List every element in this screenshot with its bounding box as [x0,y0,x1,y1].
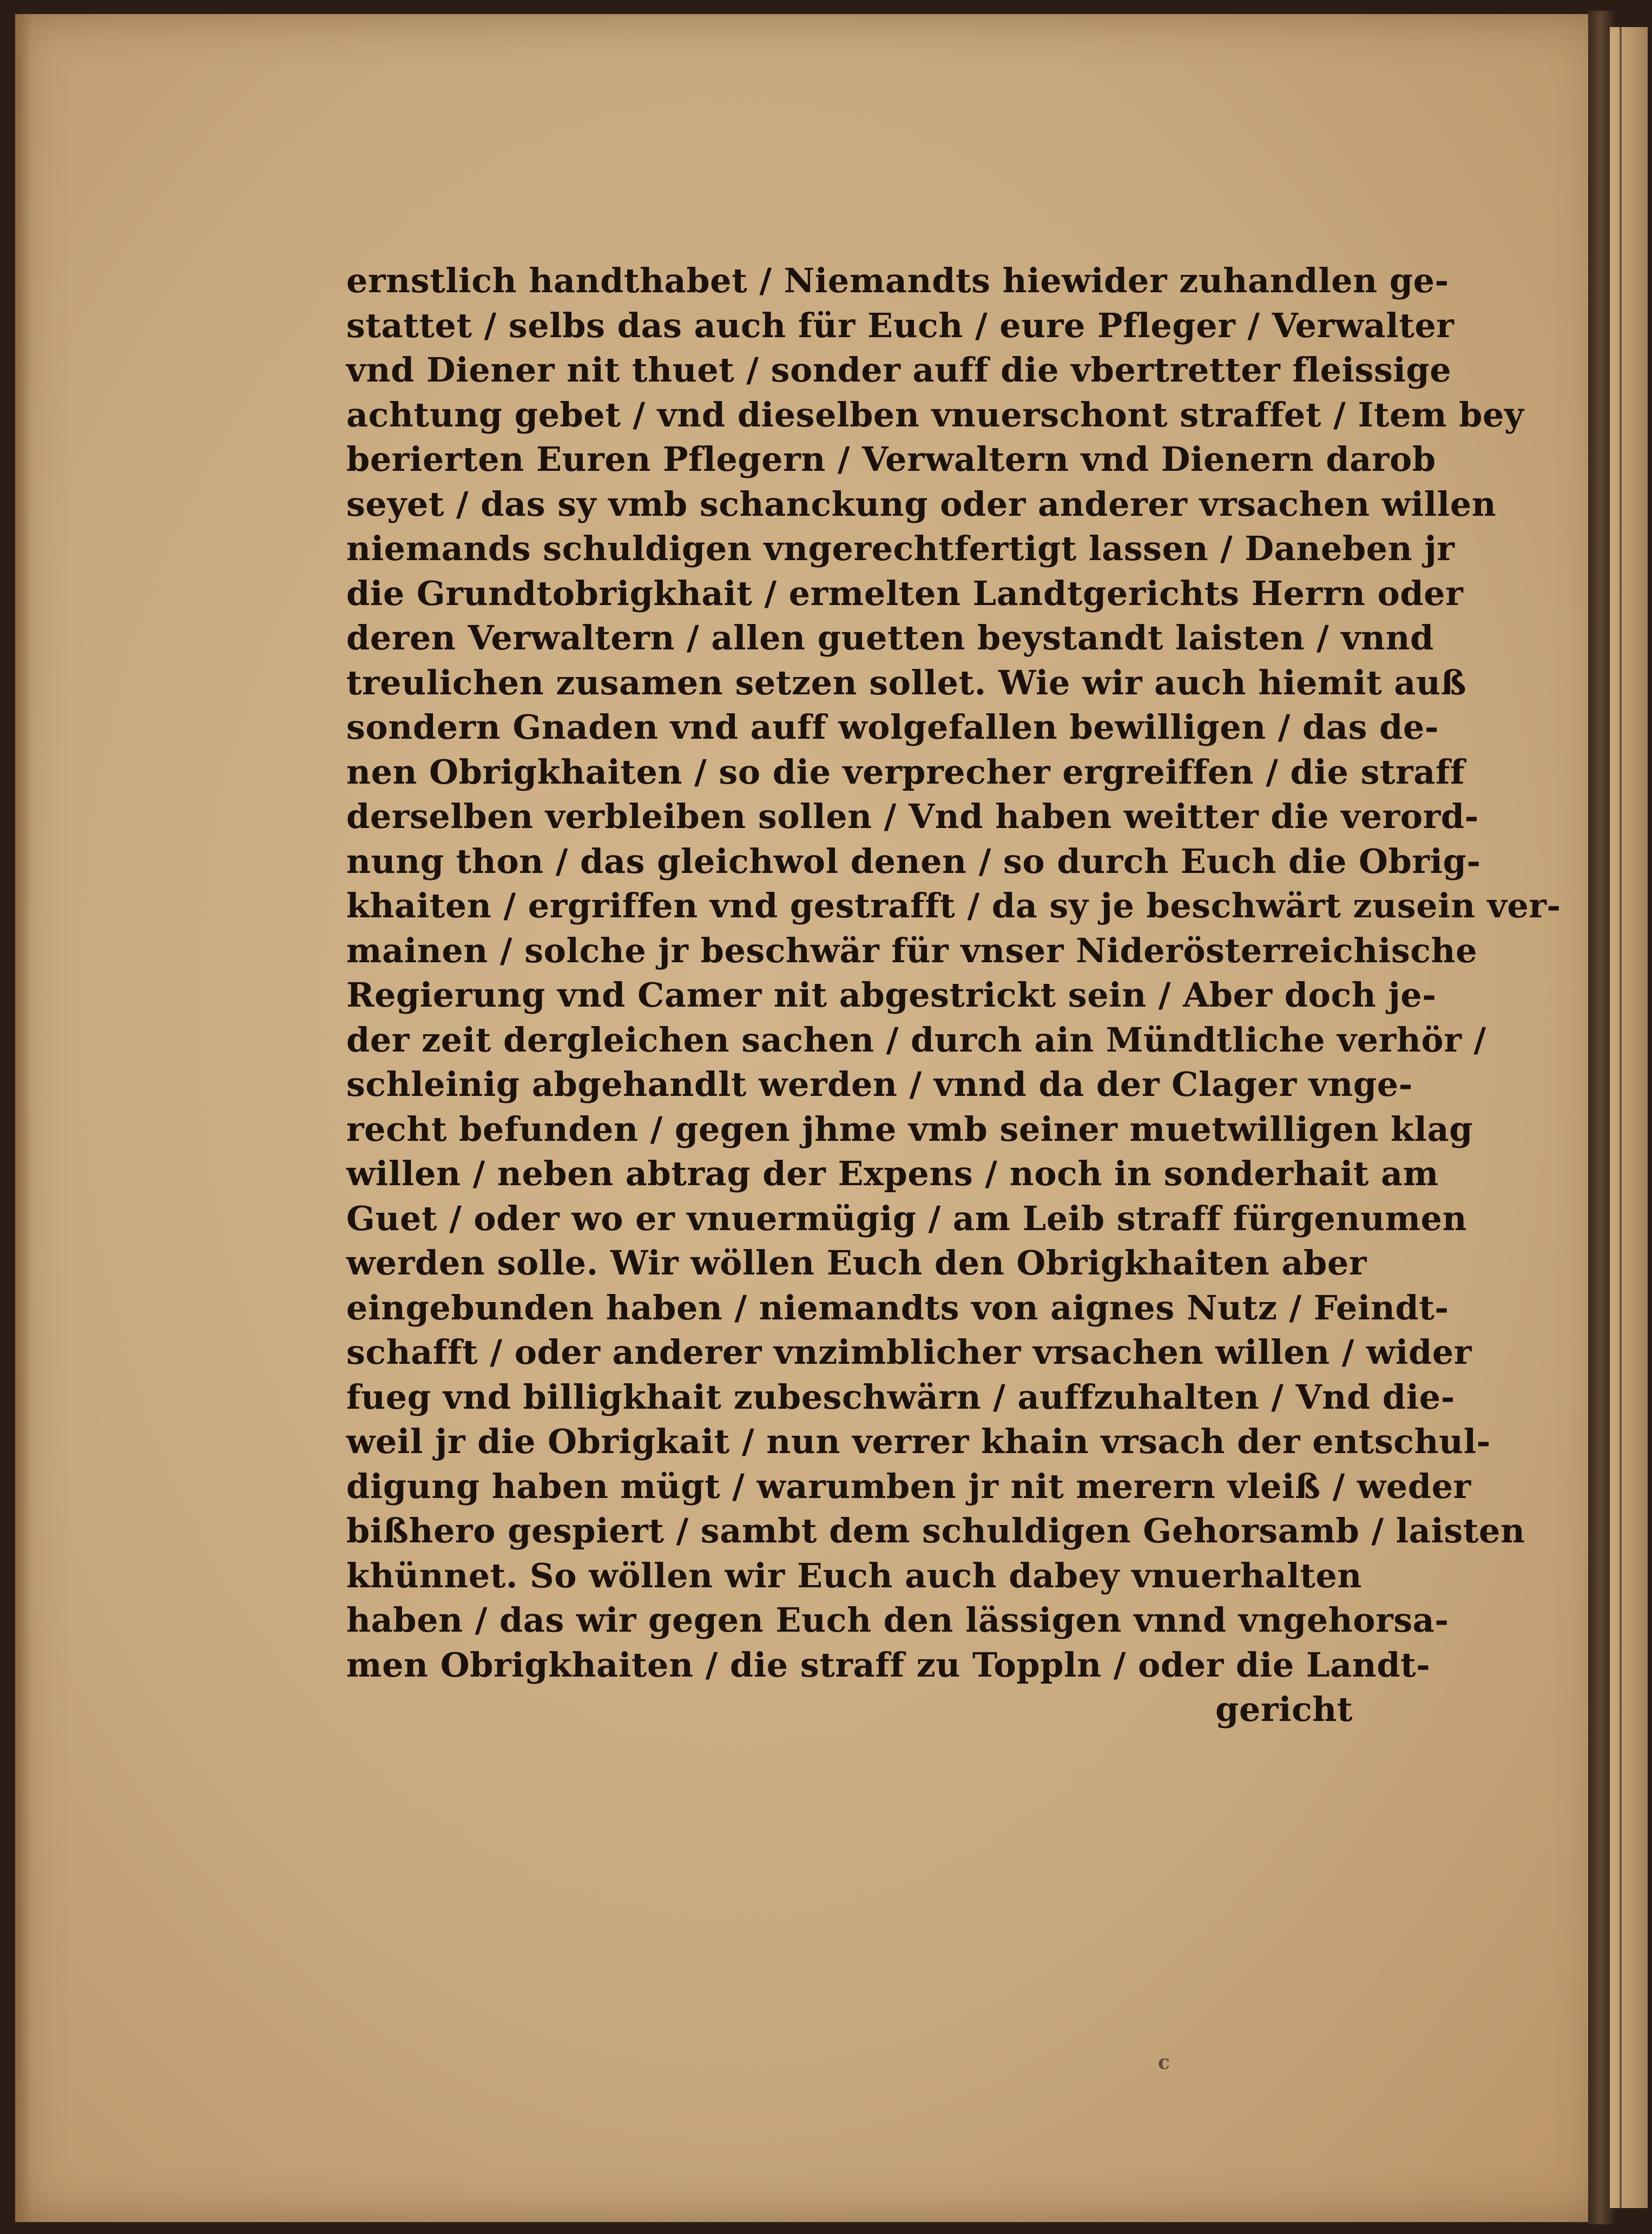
facing-page-edge [1610,27,1648,2208]
text-line: eingebunden haben / niemandts von aignes Nutz / Feindt- [346,1287,1449,1328]
text-line: seyet / das sy vmb schanckung oder anderer vrsachen willen [346,484,1497,524]
text-line: die Grundtobrigkhait / ermelten Landtgerichts Herrn oder [346,573,1464,613]
text-line: schafft / oder anderer vnzimblicher vrsachen willen / wider [346,1332,1472,1372]
text-line: Guet / oder wo er vnuermügig / am Leib straff fürgenumen [346,1198,1467,1238]
text-line: stattet / selbs das auch für Euch / eure Pfleger / Verwalter [346,305,1454,345]
text-line: berierten Euren Pflegern / Verwaltern vnd Dienern darob [346,439,1436,479]
page-text [346,259,1561,1732]
text-line: schleinig abgehandlt werden / vnnd da der Clager vnge- [346,1065,1413,1104]
catchword: gericht [1215,1690,1353,1729]
text-line: men Obrigkhaiten / die straff zu Toppln / oder die Landt- [346,1645,1431,1685]
text-line: nen Obrigkhaiten / so die verprecher ergreiffen / die straff [346,752,1465,792]
text-line: digung haben mügt / warumben jr nit merern vleiß / weder [346,1466,1471,1506]
signature-mark: c [1158,2051,1170,2074]
text-line: recht befunden / gegen jhme vmb seiner muetwilligen klag [346,1109,1473,1149]
text-line: khünnet. So wöllen wir Euch auch dabey vnuerhalten [346,1555,1362,1595]
text-line: bißhero gespiert / sambt dem schuldigen Gehorsamb / laisten [346,1511,1525,1550]
text-line: niemands schuldigen vngerechtfertigt lassen / Daneben jr [346,529,1455,568]
text-line: Regierung vnd Camer nit abgestrickt sein / Aber doch je- [346,975,1437,1015]
text-line: willen / neben abtrag der Expens / noch in sonderhait am [346,1154,1439,1193]
text-line: achtung gebet / vnd dieselben vnuerschont straffet / Item bey [346,395,1524,435]
text-line: khaiten / ergriffen vnd gestrafft / da sy je beschwärt zusein ver- [346,886,1561,925]
text-line: ernstlich handthabet / Niemandts hiewider zuhandlen ge- [346,261,1449,300]
text-line: derselben verbleiben sollen / Vnd haben weitter die verord- [346,797,1479,836]
text-line: vnd Diener nit thuet / sonder auff die vbertretter fleissige [346,350,1452,390]
text-line: mainen / solche jr beschwär für vnser Niderösterreichische [346,930,1478,970]
text-line: deren Verwaltern / allen guetten beystandt laisten / vnnd [346,618,1434,658]
text-line: sondern Gnaden vnd auff wolgefallen bewilligen / das de- [346,707,1439,747]
text-line: haben / das wir gegen Euch den lässigen vnnd vngehorsa- [346,1600,1449,1640]
text-line: treulichen zusamen setzen sollet. Wie wir auch hiemit auß [346,662,1467,702]
text-line: nung thon / das gleichwol denen / so durch Euch die Obrig- [346,841,1481,881]
text-line: weil jr die Obrigkait / nun verrer khain vrsach der entschul- [346,1422,1491,1461]
text-line: fueg vnd billigkhait zubeschwärn / auffzuhalten / Vnd die- [346,1377,1455,1417]
text-line: der zeit dergleichen sachen / durch ain Mündtliche verhör / [346,1020,1486,1060]
text-line: werden solle. Wir wöllen Euch den Obrigkhaiten aber [346,1243,1367,1283]
